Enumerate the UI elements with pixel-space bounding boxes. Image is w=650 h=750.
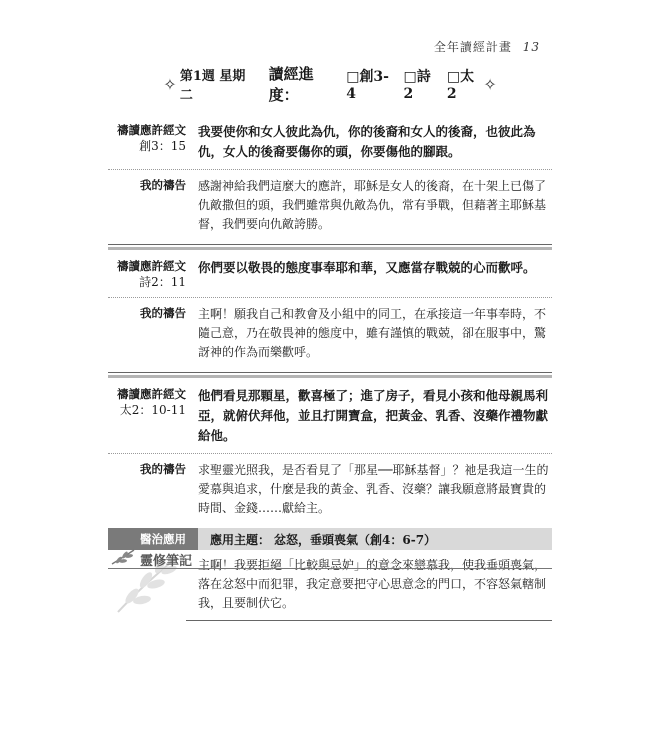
progress-label: 讀經進度： [268,65,314,104]
scripture-label-text: 禱讀應許經文 [117,123,186,137]
reading-content [108,118,552,621]
scripture-label [108,386,198,418]
prayer-text: 感謝神給我們這麼大的應許，耶穌是女人的後裔，在十架上已傷了仇敵撒但的頭，我們雖常與仇敵為仇，常有爭戰，但藉著主耶穌基督，我們要向仇敵誇勝。 [198,179,547,231]
topic-label: 應用主題： [210,532,271,547]
prayer-row [108,457,552,522]
notes-title: 靈修筆記 [140,553,193,569]
prayer-row [108,301,552,366]
topic-text: 忿怒，垂頭喪氣（創4：6-7） [274,532,437,547]
scripture-text: 我要使你和女人彼此為仇，你的後裔和女人的後裔，也彼此為仇，女人的後裔要傷你的頭，你要傷他的腳跟。 [198,124,536,159]
section-divider [108,372,552,378]
section-divider [108,244,552,250]
prayer-text: 求聖靈光照我，是否看見了「那星──耶穌基督」？祂是我這一生的愛慕與追求，什麼是我的黃金、乳香、沒藥？讓我願意將最寶貴的時間、金錢……獻給主。 [198,463,549,515]
running-head-title: 全年讀經計畫 [433,40,512,54]
scripture-ref: 太2：10-11 [119,403,186,417]
page-number: 13 [522,40,540,54]
prayer-label: 我的禱告 [140,462,186,476]
running-head [434,38,540,55]
ornament-right-icon: ✧ [483,74,497,94]
progress-item-3[interactable] [447,66,480,102]
notes-line [108,568,552,569]
healing-bottom-line [186,620,552,621]
healing-prayer-text: 主啊！我要拒絕「比較與忌妒」的意念來戀慕我，使我垂頭喪氣，落在忿怒中而犯罪，我定意要把守心思意念的門口，不容怒氣轄制我，且要制伏它。 [198,558,547,610]
prayer-text: 主啊！願我自己和教會及小組中的同工，在承接這一年事奉時，不隨己意，乃在敬畏神的態度中，雖有謹慎的戰兢，卻在服事中，驚訝神的作為而樂歡呼。 [198,307,547,359]
scripture-ref: 詩2：11 [139,275,186,289]
scripture-label [108,258,198,290]
week-day: 第1週 星期二 [179,69,246,103]
healing-band [108,528,552,550]
ornament-left-icon: ✧ [163,74,177,94]
progress-item-2[interactable] [404,66,437,102]
checkbox-icon: □ [403,69,417,85]
healing-tag: 醫治應用 [108,528,198,550]
scripture-text: 他們看見那顆星，歡喜極了；進了房子，看見小孩和他母親馬利亞，就俯伏拜他，並且打開寶盒，把黃金、乳香、沒藥作禮物獻給他。 [198,388,549,443]
progress-item-label: 太2 [446,69,475,102]
scripture-label-text: 禱讀應許經文 [117,387,186,401]
progress-item-1[interactable] [346,66,393,102]
healing-application [108,528,552,621]
prayer-label: 我的禱告 [140,306,186,320]
leaf-sprig-icon [110,548,136,570]
checkbox-icon: □ [446,69,461,85]
progress-item-label: 創3-4 [346,69,389,102]
scripture-label-text: 禱讀應許經文 [117,259,186,273]
scripture-row [108,254,552,294]
progress-item-label: 詩2 [403,69,431,102]
checkbox-icon: □ [346,69,360,85]
scripture-text: 你們要以敬畏的態度事奉耶和華，又應當存戰兢的心而歡呼。 [198,260,536,275]
scripture-label [108,122,198,154]
scripture-row [108,382,552,450]
prayer-row [108,173,552,238]
prayer-label: 我的禱告 [140,178,186,192]
divider [108,297,552,298]
scripture-ref: 創3：15 [139,139,186,153]
divider [108,453,552,454]
scripture-row [108,118,552,166]
devotional-notes-heading [110,548,192,570]
divider [108,169,552,170]
week-header [160,65,500,104]
